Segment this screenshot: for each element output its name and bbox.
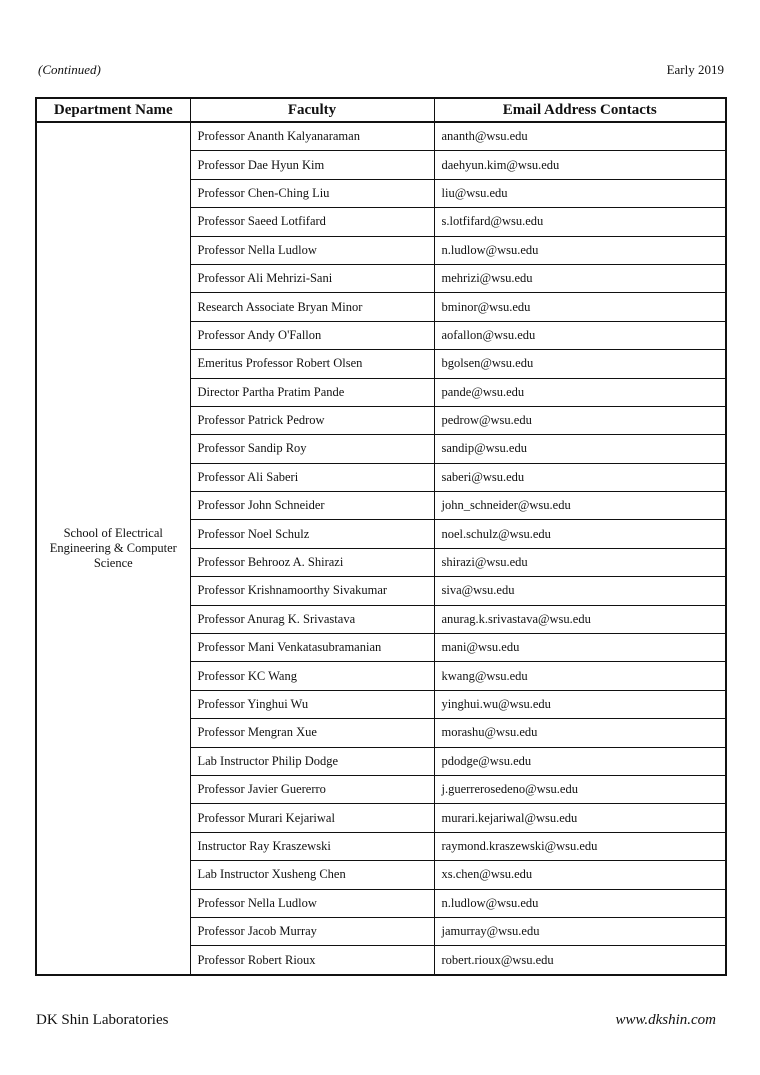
email-cell: kwang@wsu.edu	[434, 662, 726, 690]
faculty-name-cell: Professor Nella Ludlow	[190, 236, 434, 264]
faculty-name-cell: Professor Ananth Kalyanaraman	[190, 122, 434, 151]
email-cell: xs.chen@wsu.edu	[434, 861, 726, 889]
faculty-name-cell: Professor Patrick Pedrow	[190, 406, 434, 434]
table-header-row	[36, 98, 726, 122]
email-cell: noel.schulz@wsu.edu	[434, 520, 726, 548]
faculty-name-cell: Professor KC Wang	[190, 662, 434, 690]
email-cell: anurag.k.srivastava@wsu.edu	[434, 605, 726, 633]
email-cell: pande@wsu.edu	[434, 378, 726, 406]
email-cell: yinghui.wu@wsu.edu	[434, 690, 726, 718]
email-cell: liu@wsu.edu	[434, 179, 726, 207]
faculty-name-cell: Professor Yinghui Wu	[190, 690, 434, 718]
email-cell: j.guerrerosedeno@wsu.edu	[434, 775, 726, 803]
email-cell: shirazi@wsu.edu	[434, 548, 726, 576]
faculty-contacts-table	[35, 97, 727, 976]
faculty-name-cell: Professor Ali Mehrizi-Sani	[190, 264, 434, 292]
email-cell: bminor@wsu.edu	[434, 293, 726, 321]
email-cell: daehyun.kim@wsu.edu	[434, 151, 726, 179]
faculty-name-cell: Professor Anurag K. Srivastava	[190, 605, 434, 633]
faculty-name-cell: Professor Dae Hyun Kim	[190, 151, 434, 179]
table-body	[36, 122, 726, 975]
email-cell: n.ludlow@wsu.edu	[434, 889, 726, 917]
email-cell: ananth@wsu.edu	[434, 122, 726, 151]
faculty-name-cell: Professor Krishnamoorthy Sivakumar	[190, 577, 434, 605]
email-cell: bgolsen@wsu.edu	[434, 350, 726, 378]
email-cell: robert.rioux@wsu.edu	[434, 946, 726, 975]
footer-company: DK Shin Laboratories	[36, 1012, 169, 1028]
faculty-name-cell: Lab Instructor Philip Dodge	[190, 747, 434, 775]
faculty-name-cell: Professor Chen-Ching Liu	[190, 179, 434, 207]
faculty-name-cell: Professor Noel Schulz	[190, 520, 434, 548]
faculty-name-cell: Professor Mani Venkatasubramanian	[190, 634, 434, 662]
email-cell: sandip@wsu.edu	[434, 435, 726, 463]
date-label: Early 2019	[666, 62, 724, 77]
faculty-name-cell: Professor Murari Kejariwal	[190, 804, 434, 832]
department-name-cell: School of Electrical Engineering & Computer Science	[36, 122, 190, 975]
faculty-name-cell: Research Associate Bryan Minor	[190, 293, 434, 321]
email-cell: murari.kejariwal@wsu.edu	[434, 804, 726, 832]
email-cell: mehrizi@wsu.edu	[434, 264, 726, 292]
column-header-department: Department Name	[36, 98, 190, 122]
footer-website: www.dkshin.com	[615, 1012, 716, 1028]
email-cell: john_schneider@wsu.edu	[434, 492, 726, 520]
email-cell: mani@wsu.edu	[434, 634, 726, 662]
faculty-name-cell: Professor Nella Ludlow	[190, 889, 434, 917]
faculty-name-cell: Instructor Ray Kraszewski	[190, 832, 434, 860]
faculty-name-cell: Professor Javier Guererro	[190, 775, 434, 803]
faculty-name-cell: Director Partha Pratim Pande	[190, 378, 434, 406]
faculty-name-cell: Professor Jacob Murray	[190, 917, 434, 945]
table-row	[36, 122, 726, 151]
email-cell: pdodge@wsu.edu	[434, 747, 726, 775]
faculty-name-cell: Professor Robert Rioux	[190, 946, 434, 975]
email-cell: aofallon@wsu.edu	[434, 321, 726, 349]
continued-label: (Continued)	[38, 62, 101, 77]
email-cell: pedrow@wsu.edu	[434, 406, 726, 434]
faculty-name-cell: Emeritus Professor Robert Olsen	[190, 350, 434, 378]
faculty-name-cell: Professor Ali Saberi	[190, 463, 434, 491]
email-cell: jamurray@wsu.edu	[434, 917, 726, 945]
email-cell: saberi@wsu.edu	[434, 463, 726, 491]
email-cell: raymond.kraszewski@wsu.edu	[434, 832, 726, 860]
faculty-name-cell: Professor Andy O'Fallon	[190, 321, 434, 349]
faculty-name-cell: Professor John Schneider	[190, 492, 434, 520]
faculty-name-cell: Professor Mengran Xue	[190, 719, 434, 747]
column-header-faculty: Faculty	[190, 98, 434, 122]
faculty-name-cell: Professor Saeed Lotfifard	[190, 208, 434, 236]
email-cell: siva@wsu.edu	[434, 577, 726, 605]
column-header-email: Email Address Contacts	[434, 98, 726, 122]
faculty-name-cell: Professor Sandip Roy	[190, 435, 434, 463]
email-cell: s.lotfifard@wsu.edu	[434, 208, 726, 236]
email-cell: n.ludlow@wsu.edu	[434, 236, 726, 264]
faculty-name-cell: Professor Behrooz A. Shirazi	[190, 548, 434, 576]
faculty-name-cell: Lab Instructor Xusheng Chen	[190, 861, 434, 889]
email-cell: morashu@wsu.edu	[434, 719, 726, 747]
